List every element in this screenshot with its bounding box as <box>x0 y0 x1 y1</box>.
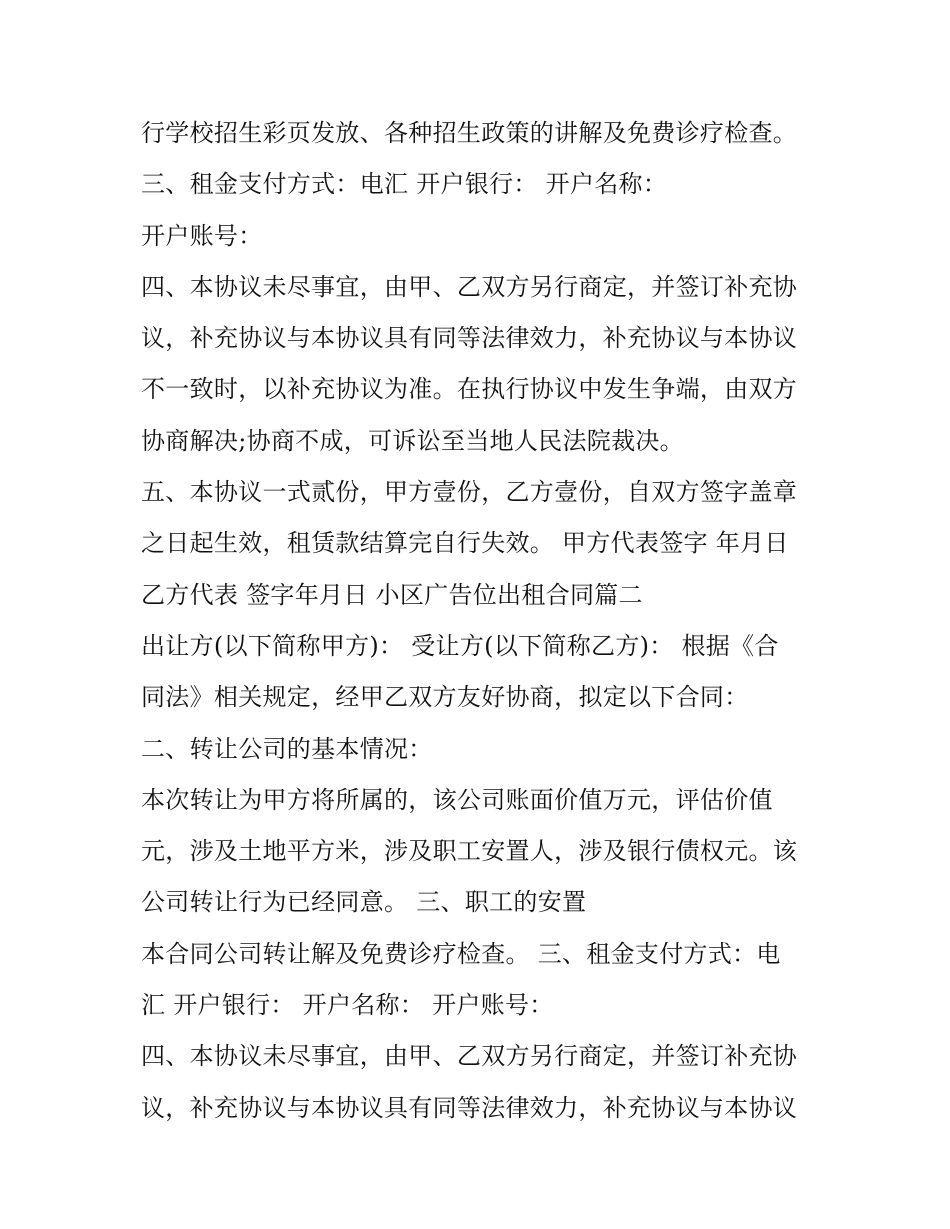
text-line-11: 出让方(以下简称甲方)： 受让方(以下简称乙方)： 根据《合 <box>141 631 779 660</box>
text-line-2: 三、租金支付方式：电汇 开户银行： 开户名称： <box>141 170 668 199</box>
text-line-4: 四、本协议未尽事宜，由甲、乙双方另行商定，并签订补充协 <box>141 272 798 301</box>
text-line-18: 汇 开户银行： 开户名称： 开户账号： <box>141 991 554 1020</box>
document-body <box>141 108 821 1134</box>
text-line-5: 议，补充协议与本协议具有同等法律效力，补充协议与本协议 <box>141 324 798 353</box>
text-line-13: 二、转让公司的基本情况： <box>141 734 433 763</box>
text-line-20: 议，补充协议与本协议具有同等法律效力，补充协议与本协议 <box>141 1093 798 1122</box>
text-line-16: 公司转让行为已经同意。 三、职工的安置 <box>141 888 587 917</box>
text-line-6: 不一致时，以补充协议为准。在执行协议中发生争端，由双方 <box>141 375 798 404</box>
text-line-14: 本次转让为甲方将所属的，该公司账面价值万元，评估价值 <box>141 785 773 814</box>
text-line-19: 四、本协议未尽事宜，由甲、乙双方另行商定，并签订补充协 <box>141 1042 798 1071</box>
text-line-3: 开户账号： <box>141 221 263 250</box>
text-line-17: 本合同公司转让解及免费诊疗检查。 三、租金支付方式：电 <box>141 939 781 968</box>
text-line-15: 元，涉及土地平方米，涉及职工安置人，涉及银行债权元。该 <box>141 837 798 866</box>
text-line-12: 同法》相关规定，经甲乙双方友好协商，拟定以下合同： <box>141 683 749 712</box>
text-line-7: 协商解决;协商不成，可诉讼至当地人民法院裁决。 <box>141 426 684 455</box>
text-line-8: 五、本协议一式贰份，甲方壹份，乙方壹份，自双方签字盖章 <box>141 478 798 507</box>
text-line-9: 之日起生效，租赁款结算完自行失效。 甲方代表签字 年月日 <box>141 529 789 558</box>
text-line-10: 乙方代表 签字年月日 小区广告位出租合同篇二 <box>141 580 643 609</box>
text-line-1: 行学校招生彩页发放、各种招生政策的讲解及免费诊疗检查。 <box>141 119 798 147</box>
